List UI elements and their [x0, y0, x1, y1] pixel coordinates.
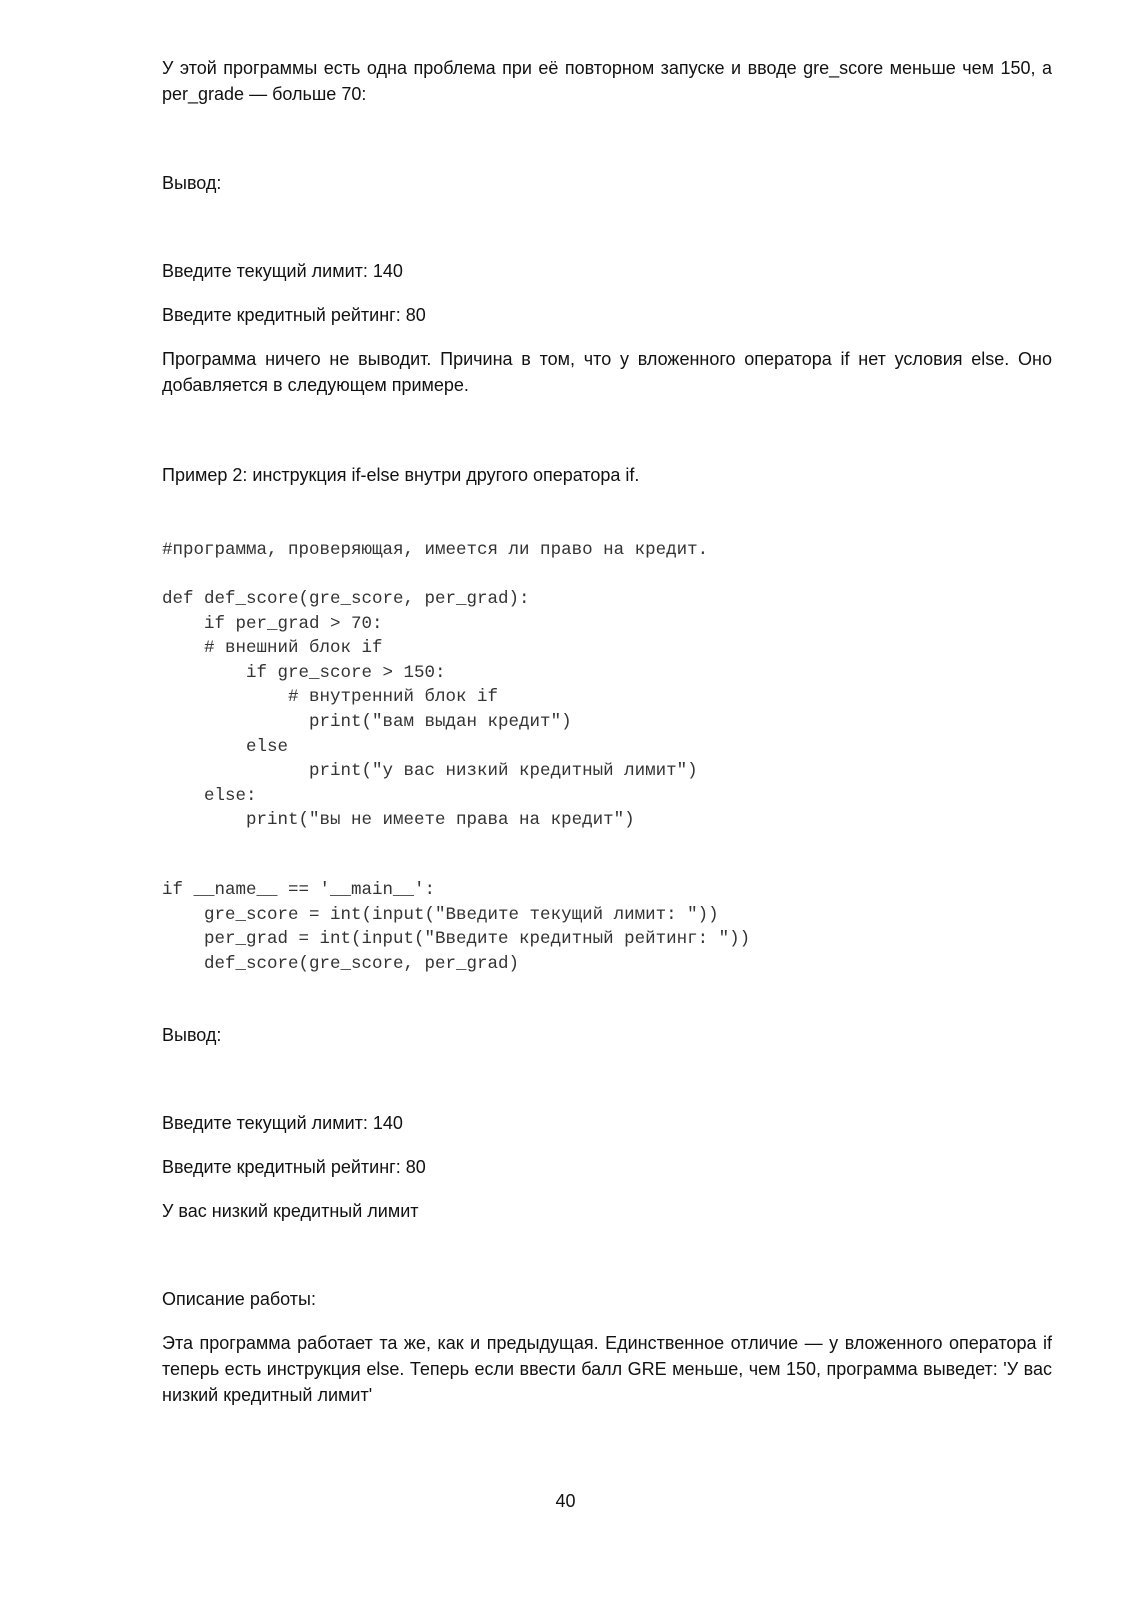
output-line-limit: Введите текущий лимит: 140	[162, 1113, 403, 1133]
output-label: Вывод:	[162, 1025, 222, 1045]
description-paragraph: Эта программа работает та же, как и предыдущая. Единственное отличие — у вложенного оператора if теперь есть инструкция else. Теперь если ввести балл GRE меньше, чем 150, программа выведет: 'У вас низкий кредитный лимит'	[162, 1333, 1052, 1405]
output-label: Вывод:	[162, 173, 222, 193]
intro-paragraph: У этой программы есть одна проблема при её повторном запуске и вводе gre_score меньше чем 150, а per_grade — больше 70:	[162, 58, 1052, 104]
page-number: 40	[555, 1491, 576, 1511]
code-main-block: if __name__ == '__main__': gre_score = int(input("Введите текущий лимит: ")) per_grad = int(input("Введите кредитный рейтинг: ")) def_score(gre_score, per_grad)	[162, 880, 751, 974]
output-line-rating: Введите кредитный рейтинг: 80	[162, 1157, 426, 1177]
description-label: Описание работы:	[162, 1289, 316, 1309]
output-line-rating: Введите кредитный рейтинг: 80	[162, 305, 426, 325]
output-line-result: У вас низкий кредитный лимит	[162, 1201, 419, 1221]
example-heading: Пример 2: инструкция if-else внутри другого оператора if.	[162, 465, 640, 485]
output-line-limit: Введите текущий лимит: 140	[162, 261, 403, 281]
code-function-block: def def_score(gre_score, per_grad): if per_grad > 70: # внешний блок if if gre_score > 150: # внутренний блок if print("вам выдан кредит") else print("у вас низкий кредитный лимит") else: print("вы не имеете права на кредит")	[162, 589, 698, 831]
explanation-paragraph: Программа ничего не выводит. Причина в том, что у вложенного оператора if нет условия else. Оно добавляется в следующем примере.	[162, 349, 1052, 395]
code-comment: #программа, проверяющая, имеется ли право на кредит.	[162, 540, 709, 560]
